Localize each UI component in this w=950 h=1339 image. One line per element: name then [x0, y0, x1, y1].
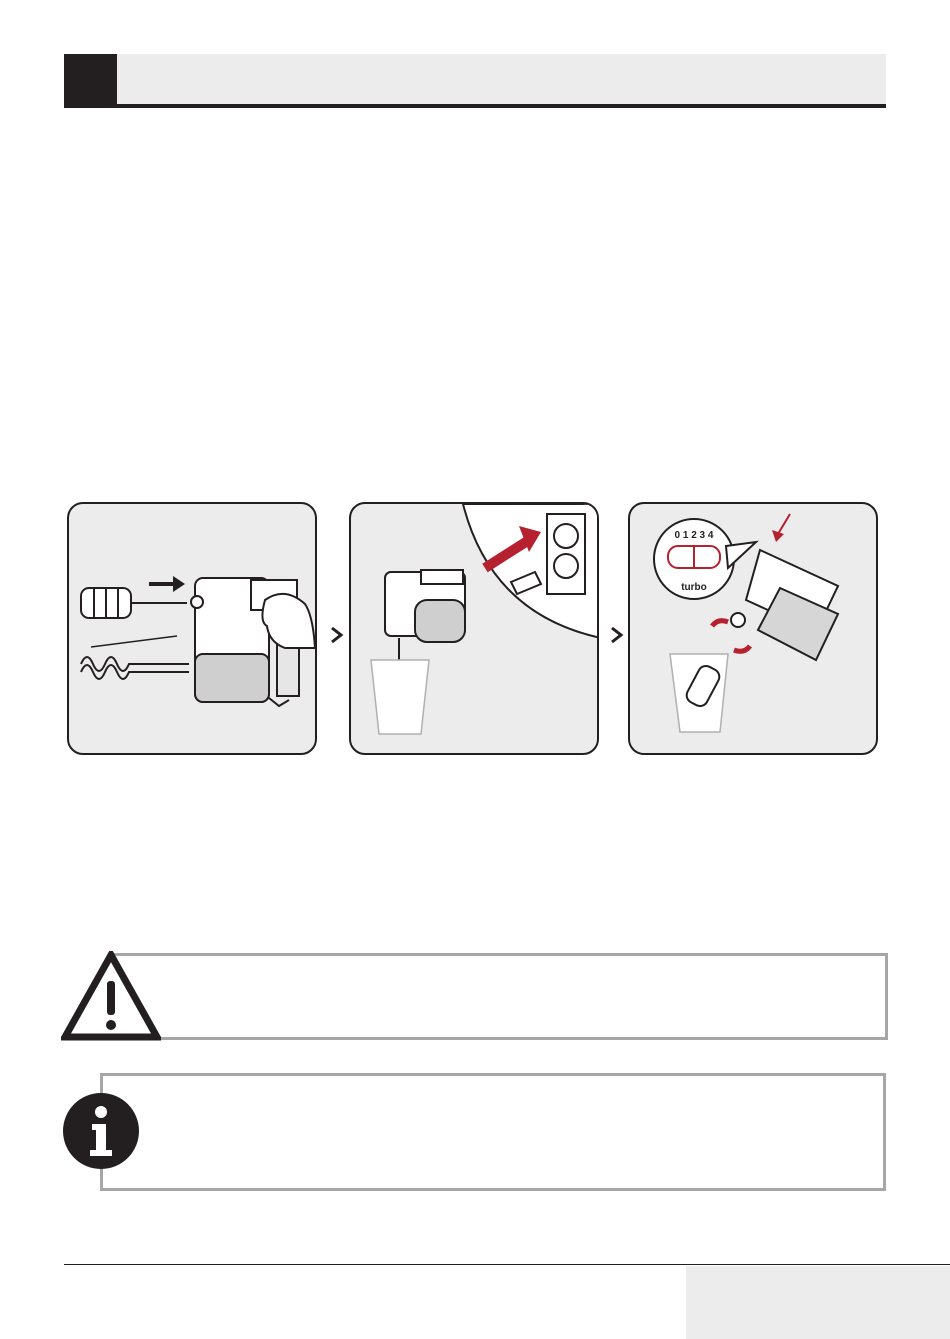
hand-mixer-icon [731, 550, 838, 660]
rotation-arrows-icon [712, 621, 750, 652]
speed-switch-illustration [630, 504, 878, 755]
illustration-panel-speed-switch [628, 502, 878, 755]
chevron-right-icon [609, 626, 625, 644]
beater-icon [81, 588, 187, 618]
warning-triangle-icon [61, 951, 161, 1041]
speed-scale-label: 0 1 2 3 4 [674, 530, 714, 541]
dough-hook-icon [81, 665, 189, 679]
insert-attachments-illustration [69, 504, 317, 755]
header-rule [64, 104, 886, 108]
illustration-panel-plug-in [349, 502, 599, 755]
wall-socket-icon [547, 514, 585, 594]
arrow-down-icon [772, 514, 790, 542]
info-circle-icon [62, 1092, 140, 1170]
divider-line [91, 636, 177, 647]
footer-rule [64, 1264, 950, 1265]
turbo-label: turbo [681, 582, 707, 593]
warning-note-box [112, 953, 888, 1040]
chevron-right-icon [329, 626, 345, 644]
plug-in-illustration [351, 504, 599, 755]
hand-icon [262, 594, 315, 648]
mixing-bowl-icon [371, 660, 429, 734]
arrow-right-icon [149, 576, 185, 592]
speed-switch-callout [654, 519, 756, 599]
info-note-box [100, 1073, 886, 1191]
illustration-panel-insert-attachments [67, 502, 317, 755]
section-number-badge [64, 54, 117, 104]
section-header-bar [64, 54, 886, 104]
footer-page-block [686, 1266, 950, 1339]
